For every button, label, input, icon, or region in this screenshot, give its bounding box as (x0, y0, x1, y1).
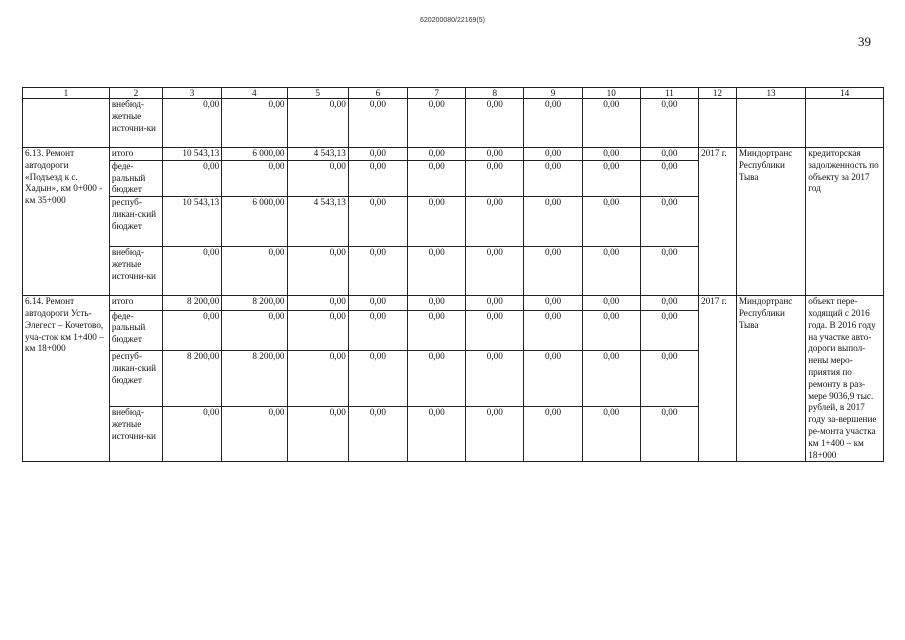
value-cell: 0,00 (162, 247, 221, 296)
value-cell: 0,00 (348, 148, 407, 161)
value-cell: 0,00 (408, 310, 466, 351)
value-cell: 0,00 (162, 310, 221, 351)
value-cell: 0,00 (466, 407, 524, 462)
value-cell: 0,00 (524, 99, 582, 148)
value-cell: 0,00 (582, 197, 640, 247)
value-cell: 8 200,00 (162, 296, 221, 310)
column-header: 10 (582, 88, 640, 99)
value-cell: 0,00 (466, 351, 524, 407)
value-cell: 0,00 (466, 148, 524, 161)
value-cell: 0,00 (640, 296, 698, 310)
value-cell: 0,00 (640, 160, 698, 196)
value-cell: 4 543,13 (287, 148, 348, 161)
value-cell: 0,00 (348, 197, 407, 247)
value-cell: 0,00 (524, 310, 582, 351)
source-cell: респуб-ликан-ский бюджет (109, 197, 162, 247)
value-cell: 0,00 (222, 407, 287, 462)
page-number: 39 (858, 34, 871, 49)
value-cell: 6 000,00 (222, 148, 287, 161)
column-header: 8 (466, 88, 524, 99)
value-cell: 0,00 (524, 296, 582, 310)
executor-cell: Миндортранс Республики Тыва (736, 148, 805, 296)
value-cell: 0,00 (348, 99, 407, 148)
note-cell-empty (806, 99, 884, 148)
source-cell: итого (109, 296, 162, 310)
year-cell: 2017 г. (699, 148, 737, 296)
value-cell: 0,00 (408, 99, 466, 148)
object-name-cell: 6.13. Ремонт автодороги «Подъезд к с. Хадын», км 0+000 - км 35+000 (23, 148, 110, 296)
note-cell: кредиторская задолженность по объекту за 2017 год (806, 148, 884, 296)
object-cell-empty (23, 99, 110, 148)
value-cell: 8 200,00 (162, 351, 221, 407)
source-cell: респуб-ликан-ский бюджет (109, 351, 162, 407)
value-cell: 0,00 (582, 351, 640, 407)
value-cell: 0,00 (582, 296, 640, 310)
column-header: 11 (640, 88, 698, 99)
value-cell: 0,00 (582, 247, 640, 296)
value-cell: 8 200,00 (222, 351, 287, 407)
value-cell: 0,00 (582, 407, 640, 462)
value-cell: 0,00 (466, 296, 524, 310)
value-cell: 0,00 (640, 197, 698, 247)
value-cell: 6 000,00 (222, 197, 287, 247)
value-cell: 0,00 (640, 99, 698, 148)
value-cell: 0,00 (348, 351, 407, 407)
value-cell: 0,00 (162, 407, 221, 462)
budget-table (22, 87, 884, 462)
header-row (23, 88, 884, 99)
value-cell: 0,00 (222, 310, 287, 351)
value-cell: 0,00 (408, 247, 466, 296)
value-cell: 4 543,13 (287, 197, 348, 247)
column-header: 1 (23, 88, 110, 99)
value-cell: 8 200,00 (222, 296, 287, 310)
column-header: 14 (806, 88, 884, 99)
value-cell: 10 543,13 (162, 148, 221, 161)
value-cell: 0,00 (466, 247, 524, 296)
year-cell-empty (699, 99, 737, 148)
value-cell: 0,00 (466, 99, 524, 148)
column-header: 3 (162, 88, 221, 99)
value-cell: 0,00 (640, 148, 698, 161)
value-cell: 0,00 (348, 407, 407, 462)
table-row (23, 99, 884, 148)
value-cell: 0,00 (408, 160, 466, 196)
column-header: 6 (348, 88, 407, 99)
document-id: 620200080/22169(5) (419, 17, 485, 24)
value-cell: 0,00 (524, 197, 582, 247)
value-cell: 0,00 (287, 296, 348, 310)
source-cell: внебюд-жетные источни-ки (109, 99, 162, 148)
value-cell: 0,00 (640, 310, 698, 351)
value-cell: 0,00 (408, 407, 466, 462)
value-cell: 0,00 (348, 247, 407, 296)
value-cell: 0,00 (287, 99, 348, 148)
value-cell: 0,00 (287, 310, 348, 351)
value-cell: 0,00 (524, 247, 582, 296)
value-cell: 0,00 (348, 160, 407, 196)
executor-cell: Миндортранс Республики Тыва (736, 296, 805, 462)
column-header: 2 (109, 88, 162, 99)
value-cell: 0,00 (582, 99, 640, 148)
value-cell: 0,00 (640, 351, 698, 407)
object-name-cell: 6.14. Ремонт автодороги Усть-Элегест – Кочетово, уча-сток км 1+400 – км 18+000 (23, 296, 110, 462)
value-cell: 0,00 (466, 310, 524, 351)
value-cell: 0,00 (287, 247, 348, 296)
value-cell: 0,00 (524, 407, 582, 462)
value-cell: 0,00 (524, 351, 582, 407)
value-cell: 0,00 (640, 247, 698, 296)
executor-cell-empty (736, 99, 805, 148)
table-row (23, 148, 884, 161)
value-cell: 0,00 (408, 351, 466, 407)
value-cell: 0,00 (408, 296, 466, 310)
column-header: 12 (699, 88, 737, 99)
column-header: 13 (736, 88, 805, 99)
value-cell: 0,00 (524, 160, 582, 196)
value-cell: 0,00 (287, 407, 348, 462)
value-cell: 10 543,13 (162, 197, 221, 247)
value-cell: 0,00 (162, 99, 221, 148)
column-header: 9 (524, 88, 582, 99)
value-cell: 0,00 (524, 148, 582, 161)
value-cell: 0,00 (582, 310, 640, 351)
value-cell: 0,00 (466, 160, 524, 196)
value-cell: 0,00 (348, 310, 407, 351)
value-cell: 0,00 (162, 160, 221, 196)
column-header: 5 (287, 88, 348, 99)
column-header: 7 (408, 88, 466, 99)
year-cell: 2017 г. (699, 296, 737, 462)
source-cell: итого (109, 148, 162, 161)
source-cell: феде-ральный бюджет (109, 160, 162, 196)
value-cell: 0,00 (582, 148, 640, 161)
column-header: 4 (222, 88, 287, 99)
value-cell: 0,00 (287, 160, 348, 196)
value-cell: 0,00 (582, 160, 640, 196)
source-cell: внебюд-жетные источни-ки (109, 247, 162, 296)
value-cell: 0,00 (222, 99, 287, 148)
value-cell: 0,00 (466, 197, 524, 247)
source-cell: внебюд-жетные источни-ки (109, 407, 162, 462)
source-cell: феде-ральный бюджет (109, 310, 162, 351)
table-body (23, 88, 884, 462)
value-cell: 0,00 (222, 247, 287, 296)
value-cell: 0,00 (640, 407, 698, 462)
value-cell: 0,00 (348, 296, 407, 310)
value-cell: 0,00 (222, 160, 287, 196)
table-row (23, 296, 884, 310)
value-cell: 0,00 (287, 351, 348, 407)
value-cell: 0,00 (408, 197, 466, 247)
note-cell: объект пере-ходящий с 2016 года. В 2016 году на участке авто-дороги выпол-нены меро-приятия по ремонту в раз-мере 9036,9 тыс. рублей, в 2017 году за-вершение ре-монта участка км 1+400 – км 18+000 (806, 296, 884, 462)
value-cell: 0,00 (408, 148, 466, 161)
